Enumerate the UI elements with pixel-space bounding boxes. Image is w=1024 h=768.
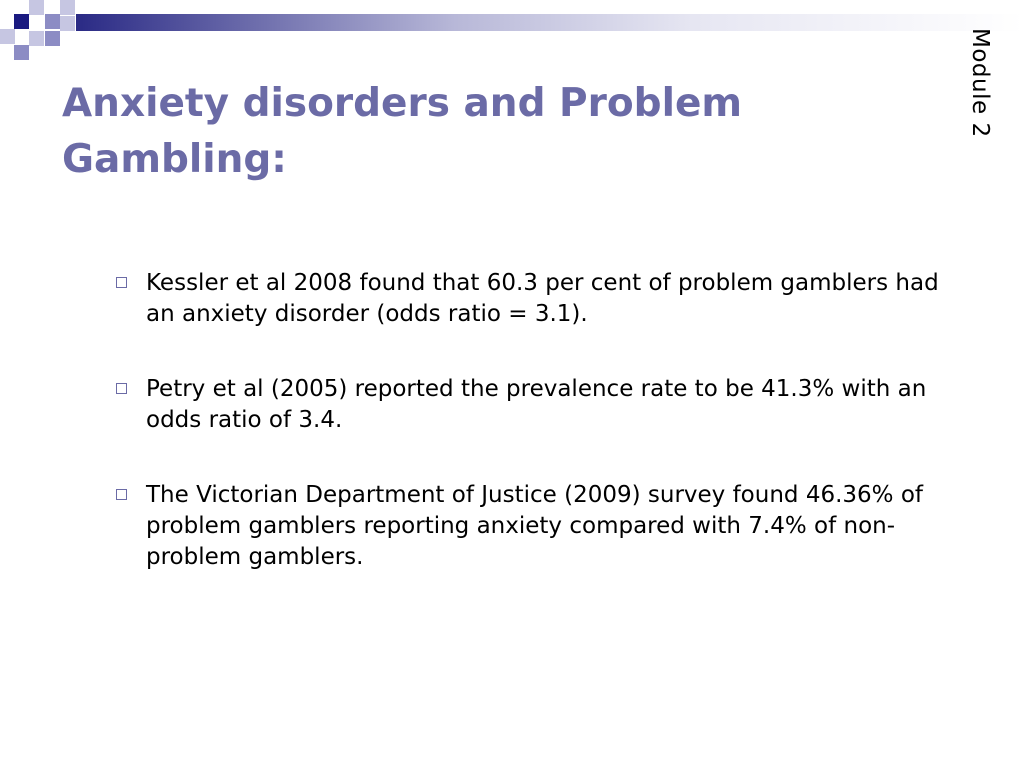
decor-square [14, 14, 29, 29]
hollow-square-icon [116, 383, 127, 394]
bullet-text: Petry et al (2005) reported the prevalence rate to be 41.3% with an odds ratio of 3.4. [146, 376, 927, 433]
decor-square [0, 29, 15, 44]
bullet-list [112, 268, 972, 617]
decor-square [45, 31, 60, 46]
decor-square [29, 0, 44, 15]
bullet-item [112, 374, 972, 436]
decor-square [29, 31, 44, 46]
bullet-text: Kessler et al 2008 found that 60.3 per cent of problem gamblers had an anxiety disorder (odds ratio = 3.1). [146, 270, 939, 327]
decor-square [14, 45, 29, 60]
hollow-square-icon [116, 277, 127, 288]
bullet-text: The Victorian Department of Justice (2009) survey found 46.36% of problem gamblers reporting anxiety compared with 7.4% of non-problem gamblers. [146, 482, 924, 570]
header-gradient-bar [76, 14, 1024, 31]
bullet-item [112, 268, 972, 330]
decor-square [45, 14, 60, 29]
bullet-item [112, 480, 972, 573]
module-label: Module 2 [967, 28, 993, 138]
decor-square [60, 0, 75, 15]
decor-square [60, 16, 75, 31]
hollow-square-icon [116, 489, 127, 500]
slide-title: Anxiety disorders and Problem Gambling: [62, 81, 743, 182]
